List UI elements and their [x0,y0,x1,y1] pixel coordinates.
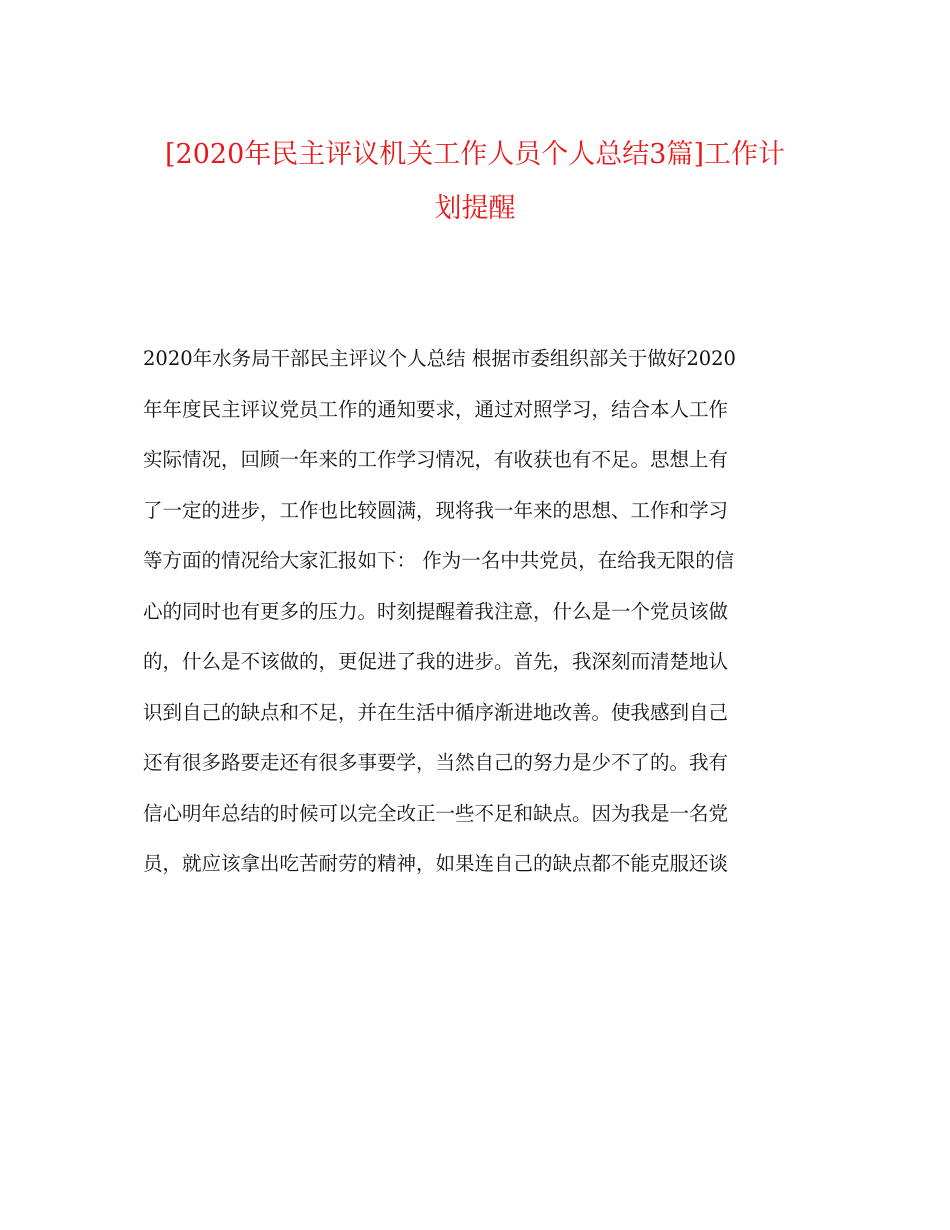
body-line-8: 识到自己的缺点和不足，并在生活中循序渐进地改善。使我感到自己 [143,700,729,724]
body-line-1: 2020年水务局干部民主评议个人总结 根据市委组织部关于做好2020 [143,347,736,370]
body-line-11: 员，就应该拿出吃苦耐劳的精神，如果连自己的缺点都不能克服还谈 [143,852,729,875]
body-line-5: 等方面的情况给大家汇报如下： 作为一名中共党员，在给我无限的信 [143,549,735,572]
body-line-7: 的，什么是不该做的，更促进了我的进步。首先，我深刻而清楚地认 [143,650,729,673]
body-line-4: 了一定的进步，工作也比较圆满，现将我一年来的思想、工作和学习 [143,498,729,522]
body-line-2: 年年度民主评议党员工作的通知要求，通过对照学习，结合本人工作 [143,397,729,421]
document-body [143,334,808,890]
body-line-6: 心的同时也有更多的压力。时刻提醒着我注意，什么是一个党员该做 [143,599,729,623]
title-line-1: [2020年民主评议机关工作人员个人总结3篇]工作计 [165,139,785,170]
body-line-10: 信心明年总结的时候可以完全改正一些不足和缺点。因为我是一名党 [143,801,729,825]
document-title [120,128,830,236]
body-line-9: 还有很多路要走还有很多事要学，当然自己的努力是少不了的。我有 [143,751,729,774]
title-line-2: 划提醒 [434,193,516,224]
body-line-3: 实际情况，回顾一年来的工作学习情况，有收获也有不足。思想上有 [143,448,729,471]
